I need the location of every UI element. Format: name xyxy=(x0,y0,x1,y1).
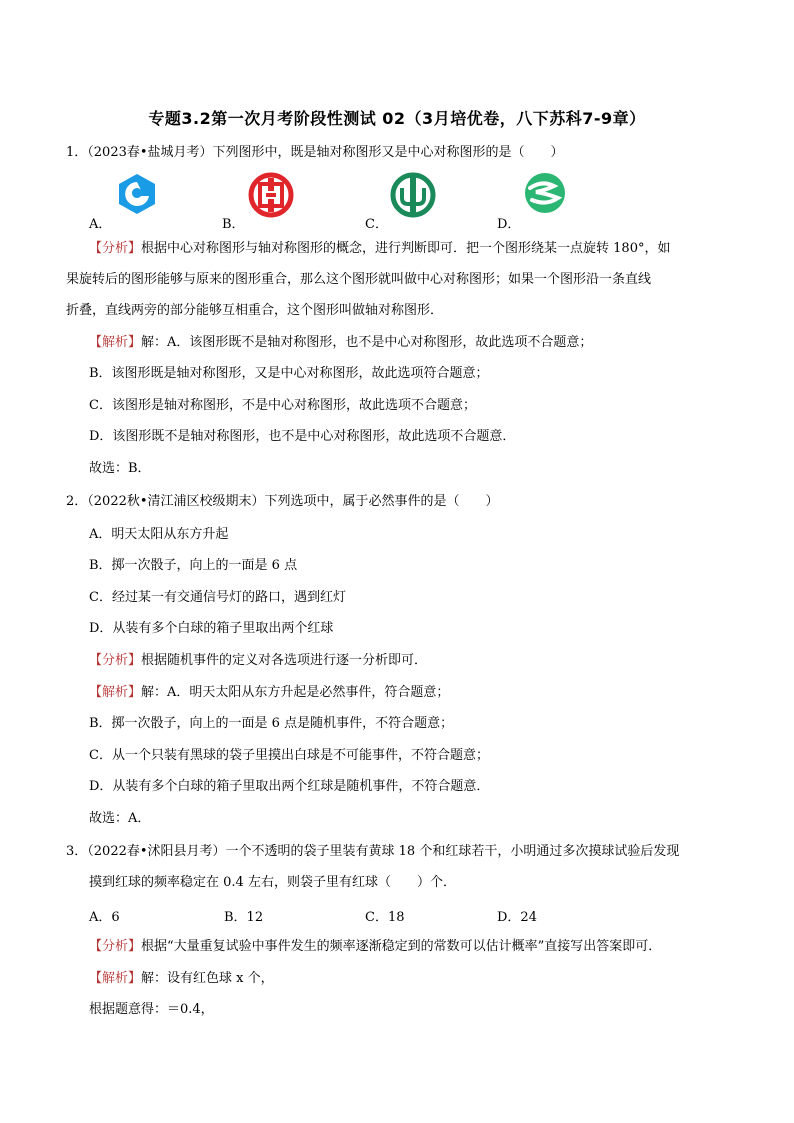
q2-choice: 故选：A． xyxy=(89,811,151,826)
q2-analysis xyxy=(89,652,427,670)
solution-tag: 【解析】 xyxy=(89,685,142,700)
q1-solution-text-a: 解：A．该图形既不是轴对称图形，也不是中心对称图形，故此选项不合题意； xyxy=(141,335,593,350)
q2-solution-line-c: C．从一个只装有黑球的袋子里摸出白球是不可能事件，不符合题意； xyxy=(89,748,489,763)
q3-analysis xyxy=(89,938,661,956)
q3-step: 根据题意得：＝0.4， xyxy=(89,1002,214,1017)
analysis-tag: 【分析】 xyxy=(89,939,142,954)
q1-solution-line-a xyxy=(89,334,592,352)
q2-option-c[interactable]: C．经过某一有交通信号灯的路口，遇到红灯 xyxy=(89,590,346,605)
q3-analysis-text: 根据“大量重复试验中事件发生的频率逐渐稳定到的常数可以估计概率”直接写出答案即可． xyxy=(141,939,662,954)
q3-solution-text: 解：设有红色球 x 个， xyxy=(141,971,274,986)
q3-option-a[interactable]: A．6 xyxy=(89,910,120,925)
q1-solution-line-d: D．该图形既不是轴对称图形，也不是中心对称图形，故此选项不合题意． xyxy=(89,429,516,444)
solution-tag: 【解析】 xyxy=(89,971,142,986)
river-logo-icon xyxy=(524,172,566,214)
q2-option-d[interactable]: D．从装有多个白球的箱子里取出两个红球 xyxy=(89,621,334,636)
q2-solution-line-d: D．从装有多个白球的箱子里取出两个红球是随机事件，不符合题意． xyxy=(89,779,490,794)
icbc-logo-icon xyxy=(248,172,294,218)
q1-option-b-label: B． xyxy=(222,217,245,232)
q1-solution-line-b: B．该图形既是轴对称图形，又是中心对称图形，故此选项符合题意； xyxy=(89,366,489,381)
q1-analysis-line-3: 折叠，直线两旁的部分能够互相重合，这个图形叫做轴对称图形． xyxy=(66,303,444,318)
page-title: 专题3.2第一次月考阶段性测试 02（3月培优卷，八下苏科7-9章） xyxy=(148,109,646,128)
q3-option-b[interactable]: B．12 xyxy=(224,910,264,925)
q3-stem-line-2: 摸到红球的频率稳定在 0.4 左右，则袋子里有红球（ ）个． xyxy=(89,875,456,890)
abc-logo-icon xyxy=(390,172,436,218)
q1-analysis-line-2: 果旋转后的图形能够与原来的图形重合，那么这个图形就叫做中心对称图形；如果一个图形沿一条直线 xyxy=(66,272,652,287)
q1-option-c-label: C． xyxy=(365,217,388,232)
q3-solution xyxy=(89,970,274,988)
q2-solution-line-a xyxy=(89,684,449,702)
q2-stem: 2．（2022秋•清江浦区校级期末）下列选项中，属于必然事件的是（ ） xyxy=(66,494,499,509)
q2-analysis-text: 根据随机事件的定义对各选项进行逐一分析即可． xyxy=(141,653,428,668)
analysis-tag: 【分析】 xyxy=(89,653,142,668)
q3-stem-line-1: 3．（2022春•沭阳县月考）一个不透明的袋子里装有黄球 18 个和红球若干，小明通过多次摸球试验后发现 xyxy=(66,844,680,859)
q1-option-a-label: A． xyxy=(89,217,112,232)
q1-choice: 故选：B． xyxy=(89,461,151,476)
q1-analysis-text-1: 根据中心对称图形与轴对称图形的概念，进行判断即可．把一个图形绕某一点旋转 180°，如 xyxy=(141,241,671,256)
analysis-tag: 【分析】 xyxy=(89,241,142,256)
q1-solution-line-c: C．该图形是轴对称图形，不是中心对称图形，故此选项不合题意； xyxy=(89,398,476,413)
q2-option-b[interactable]: B．掷一次骰子，向上的一面是 6 点 xyxy=(89,558,298,573)
q2-solution-text-a: 解：A．明天太阳从东方升起是必然事件，符合题意； xyxy=(141,685,450,700)
q2-option-a[interactable]: A．明天太阳从东方升起 xyxy=(89,527,229,542)
q1-stem: 1．（2023春•盐城月考）下列图形中，既是轴对称图形又是中心对称图形的是（ ） xyxy=(66,145,564,160)
q3-option-c[interactable]: C．18 xyxy=(365,910,405,925)
solution-tag: 【解析】 xyxy=(89,335,142,350)
q1-options xyxy=(89,172,609,232)
q1-option-d-label: D． xyxy=(497,217,521,232)
q2-solution-line-b: B．掷一次骰子，向上的一面是 6 点是随机事件，不符合题意； xyxy=(89,716,454,731)
q1-analysis-line-1 xyxy=(89,240,670,258)
q3-options xyxy=(89,906,609,924)
q3-option-d[interactable]: D．24 xyxy=(497,910,537,925)
bank-logo-icon xyxy=(115,172,159,216)
